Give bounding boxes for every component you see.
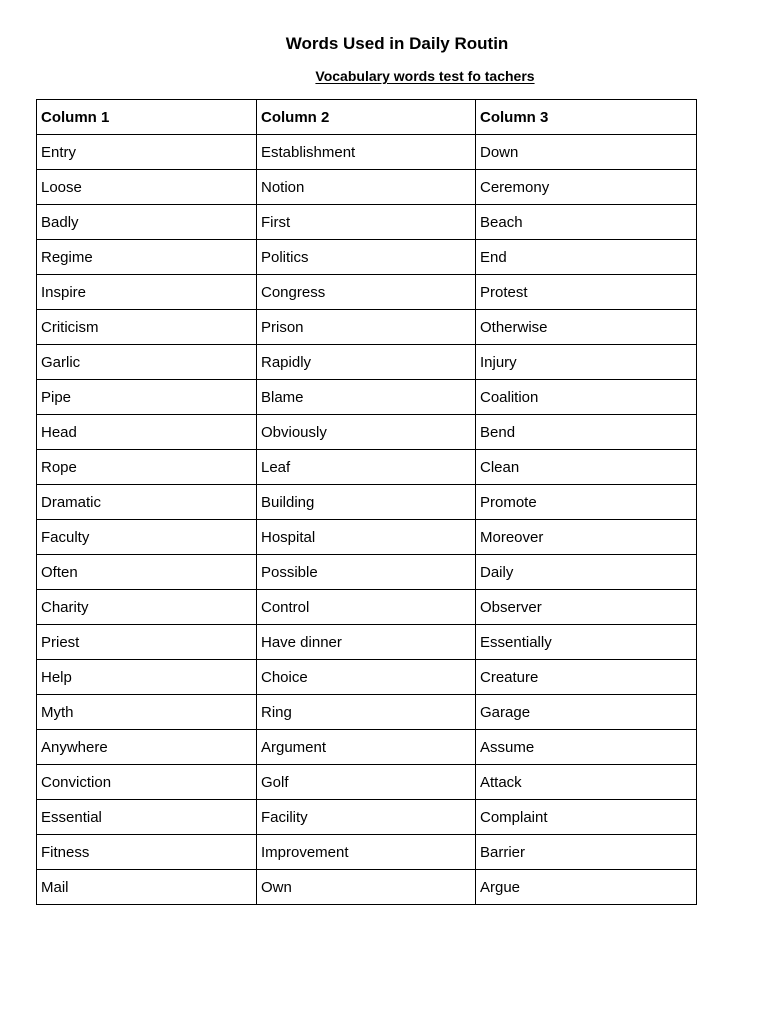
column-header-1: Column 1 xyxy=(37,100,257,135)
table-cell-col2: Ring xyxy=(257,695,476,730)
table-cell-col3: Protest xyxy=(476,275,697,310)
table-cell-col3: Attack xyxy=(476,765,697,800)
table-cell-col2: Improvement xyxy=(257,835,476,870)
table-row xyxy=(37,555,697,590)
table-cell-col1: Fitness xyxy=(37,835,257,870)
table-cell-col1: Rope xyxy=(37,450,257,485)
table-cell-col3: Essentially xyxy=(476,625,697,660)
table-cell-col3: Clean xyxy=(476,450,697,485)
table-cell-col2: Notion xyxy=(257,170,476,205)
table-cell-col3: Observer xyxy=(476,590,697,625)
table-cell-col2: Have dinner xyxy=(257,625,476,660)
table-cell-col1: Conviction xyxy=(37,765,257,800)
table-cell-col1: Pipe xyxy=(37,380,257,415)
table-cell-col2: Possible xyxy=(257,555,476,590)
table-cell-col2: Obviously xyxy=(257,415,476,450)
table-cell-col3: End xyxy=(476,240,697,275)
table-cell-col3: Daily xyxy=(476,555,697,590)
table-cell-col1: Inspire xyxy=(37,275,257,310)
table-cell-col2: Facility xyxy=(257,800,476,835)
table-cell-col2: Leaf xyxy=(257,450,476,485)
table-cell-col2: Establishment xyxy=(257,135,476,170)
table-cell-col2: Own xyxy=(257,870,476,905)
table-cell-col3: Injury xyxy=(476,345,697,380)
table-cell-col2: Control xyxy=(257,590,476,625)
table-body xyxy=(37,135,697,905)
table-cell-col1: Head xyxy=(37,415,257,450)
table-cell-col1: Regime xyxy=(37,240,257,275)
table-cell-col2: Politics xyxy=(257,240,476,275)
table-row xyxy=(37,240,697,275)
column-header-3: Column 3 xyxy=(476,100,697,135)
table-cell-col2: Rapidly xyxy=(257,345,476,380)
table-row xyxy=(37,485,697,520)
table-row xyxy=(37,170,697,205)
table-cell-col3: Moreover xyxy=(476,520,697,555)
table-row xyxy=(37,590,697,625)
table-row xyxy=(37,765,697,800)
table-cell-col1: Loose xyxy=(37,170,257,205)
table-cell-col3: Otherwise xyxy=(476,310,697,345)
table-cell-col2: Blame xyxy=(257,380,476,415)
table-cell-col1: Myth xyxy=(37,695,257,730)
table-cell-col3: Down xyxy=(476,135,697,170)
table-row xyxy=(37,205,697,240)
table-cell-col2: Golf xyxy=(257,765,476,800)
table-cell-col1: Badly xyxy=(37,205,257,240)
table-cell-col2: Prison xyxy=(257,310,476,345)
table-row xyxy=(37,870,697,905)
table-row xyxy=(37,625,697,660)
table-cell-col1: Often xyxy=(37,555,257,590)
table-row xyxy=(37,660,697,695)
table-cell-col1: Faculty xyxy=(37,520,257,555)
table-cell-col2: First xyxy=(257,205,476,240)
table-cell-col1: Charity xyxy=(37,590,257,625)
table-cell-col1: Criticism xyxy=(37,310,257,345)
table-row xyxy=(37,345,697,380)
table-cell-col3: Beach xyxy=(476,205,697,240)
table-cell-col1: Dramatic xyxy=(37,485,257,520)
table-row xyxy=(37,520,697,555)
table-row xyxy=(37,800,697,835)
document-subtitle xyxy=(0,66,768,86)
column-header-2: Column 2 xyxy=(257,100,476,135)
table-cell-col1: Anywhere xyxy=(37,730,257,765)
table-cell-col3: Bend xyxy=(476,415,697,450)
table-cell-col1: Help xyxy=(37,660,257,695)
table-cell-col3: Coalition xyxy=(476,380,697,415)
table-row xyxy=(37,135,697,170)
table-row xyxy=(37,380,697,415)
table-row xyxy=(37,415,697,450)
table-row xyxy=(37,695,697,730)
table-cell-col2: Argument xyxy=(257,730,476,765)
table-cell-col2: Building xyxy=(257,485,476,520)
table-cell-col3: Argue xyxy=(476,870,697,905)
table-cell-col1: Essential xyxy=(37,800,257,835)
table-cell-col1: Priest xyxy=(37,625,257,660)
table-cell-col3: Creature xyxy=(476,660,697,695)
table-row xyxy=(37,835,697,870)
table-row xyxy=(37,450,697,485)
table-cell-col1: Garlic xyxy=(37,345,257,380)
table-cell-col1: Entry xyxy=(37,135,257,170)
table-cell-col2: Choice xyxy=(257,660,476,695)
table-cell-col3: Garage xyxy=(476,695,697,730)
table-cell-col2: Hospital xyxy=(257,520,476,555)
vocabulary-table xyxy=(36,99,697,905)
table-row xyxy=(37,310,697,345)
table-header-row xyxy=(37,100,697,135)
table-cell-col3: Ceremony xyxy=(476,170,697,205)
document-title: Words Used in Daily Routin xyxy=(285,34,509,53)
document-subtitle-text: Vocabulary words test fo tachers xyxy=(315,68,535,84)
table-cell-col3: Promote xyxy=(476,485,697,520)
table-cell-col3: Assume xyxy=(476,730,697,765)
table-cell-col3: Barrier xyxy=(476,835,697,870)
table-cell-col3: Complaint xyxy=(476,800,697,835)
table-cell-col1: Mail xyxy=(37,870,257,905)
table-row xyxy=(37,275,697,310)
table-cell-col2: Congress xyxy=(257,275,476,310)
table-row xyxy=(37,730,697,765)
